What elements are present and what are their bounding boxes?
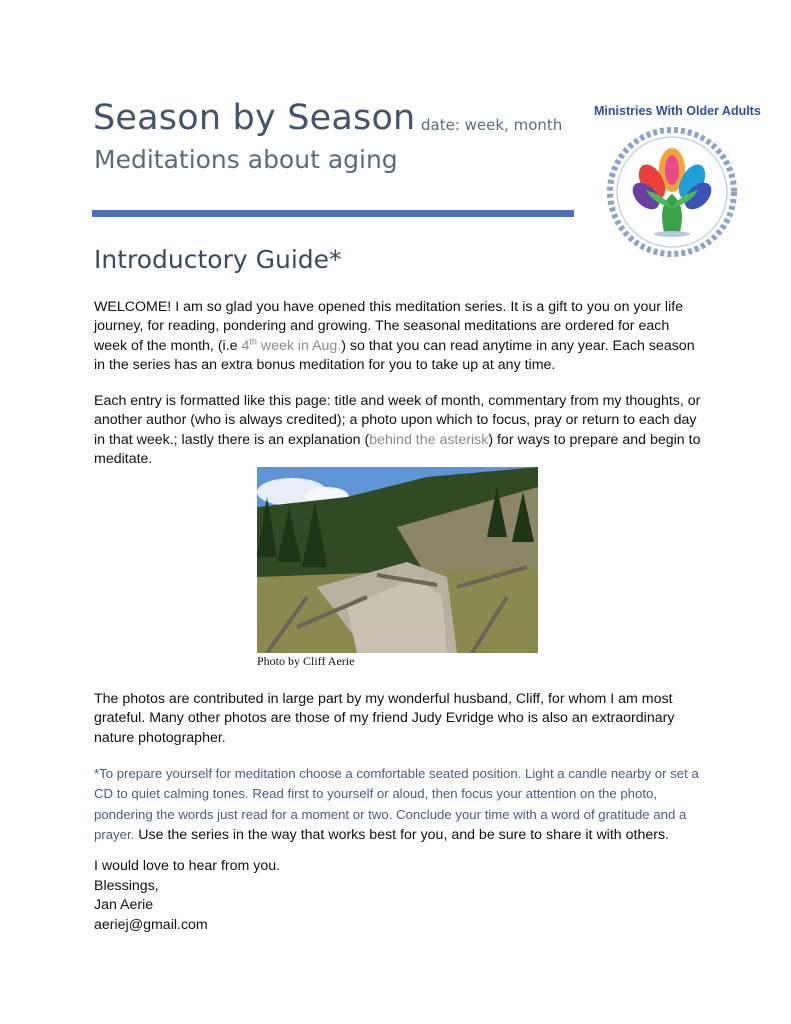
preparation-note-blue: *To prepare yourself for meditation choose a comfortable seated position. Light a candle nearby or set a CD to quiet calming tones. Read first to yourself or aloud, then focus your attention on the photo, pondering the words just read for a moment or two. Conclude your time with a word of gratitude and a prayer.	[94, 766, 699, 843]
header-rule	[92, 210, 574, 217]
welcome-paragraph	[94, 298, 704, 376]
format-paragraph	[94, 392, 704, 470]
author-name: Jan Aerie	[94, 897, 154, 913]
photo-caption: Photo by Cliff Aerie	[257, 654, 355, 668]
author-email[interactable]: aeriej@gmail.com	[94, 916, 208, 933]
preparation-note-black: Use the series in the way that works best for you, and be sure to share it with others.	[134, 827, 669, 844]
signoff-line: I would love to hear from you.	[94, 858, 281, 874]
week-example: 4th week in Aug.	[241, 336, 342, 354]
blessings-line: Blessings,	[94, 877, 159, 894]
asterisk-note: behind the asterisk	[369, 431, 489, 448]
credits-paragraph: The photos are contributed in large part by my wonderful husband, Cliff, for whom I am most grateful. Many other photos are those of my friend Judy Evridge who is also an extraordinary nature photographer.	[94, 691, 675, 746]
signoff	[94, 857, 280, 935]
section-title: Introductory Guide*	[94, 245, 342, 274]
preparation-note	[94, 764, 706, 846]
page-subtitle: Meditations about aging	[94, 145, 398, 174]
logo-text: Ministries With Older Adults	[594, 104, 761, 118]
format-text-2: ) for ways to prepare and begin to meditate.	[94, 431, 701, 468]
format-text-1: Each entry is formatted like this page: title and week of month, commentary from my thoughts, or another author (who is always credited); a photo upon which to focus, pray or return to each day in that week.; lastly there is an explanation (	[94, 393, 701, 448]
welcome-text-1: WELCOME! I am so glad you have opened this meditation series. It is a gift to you on your life journey, for reading, pondering and growing. The seasonal meditations are ordered for each week of the month, (i.e	[94, 299, 684, 354]
date-line: date: week, month	[421, 116, 563, 134]
trail-photo	[257, 467, 538, 653]
ministries-logo	[602, 124, 742, 264]
page-title: Season by Season	[93, 98, 416, 138]
welcome-text-2: ) so that you can read anytime in any year. Each season in the series has an extra bonus meditation for you to take up at any time.	[94, 337, 695, 374]
